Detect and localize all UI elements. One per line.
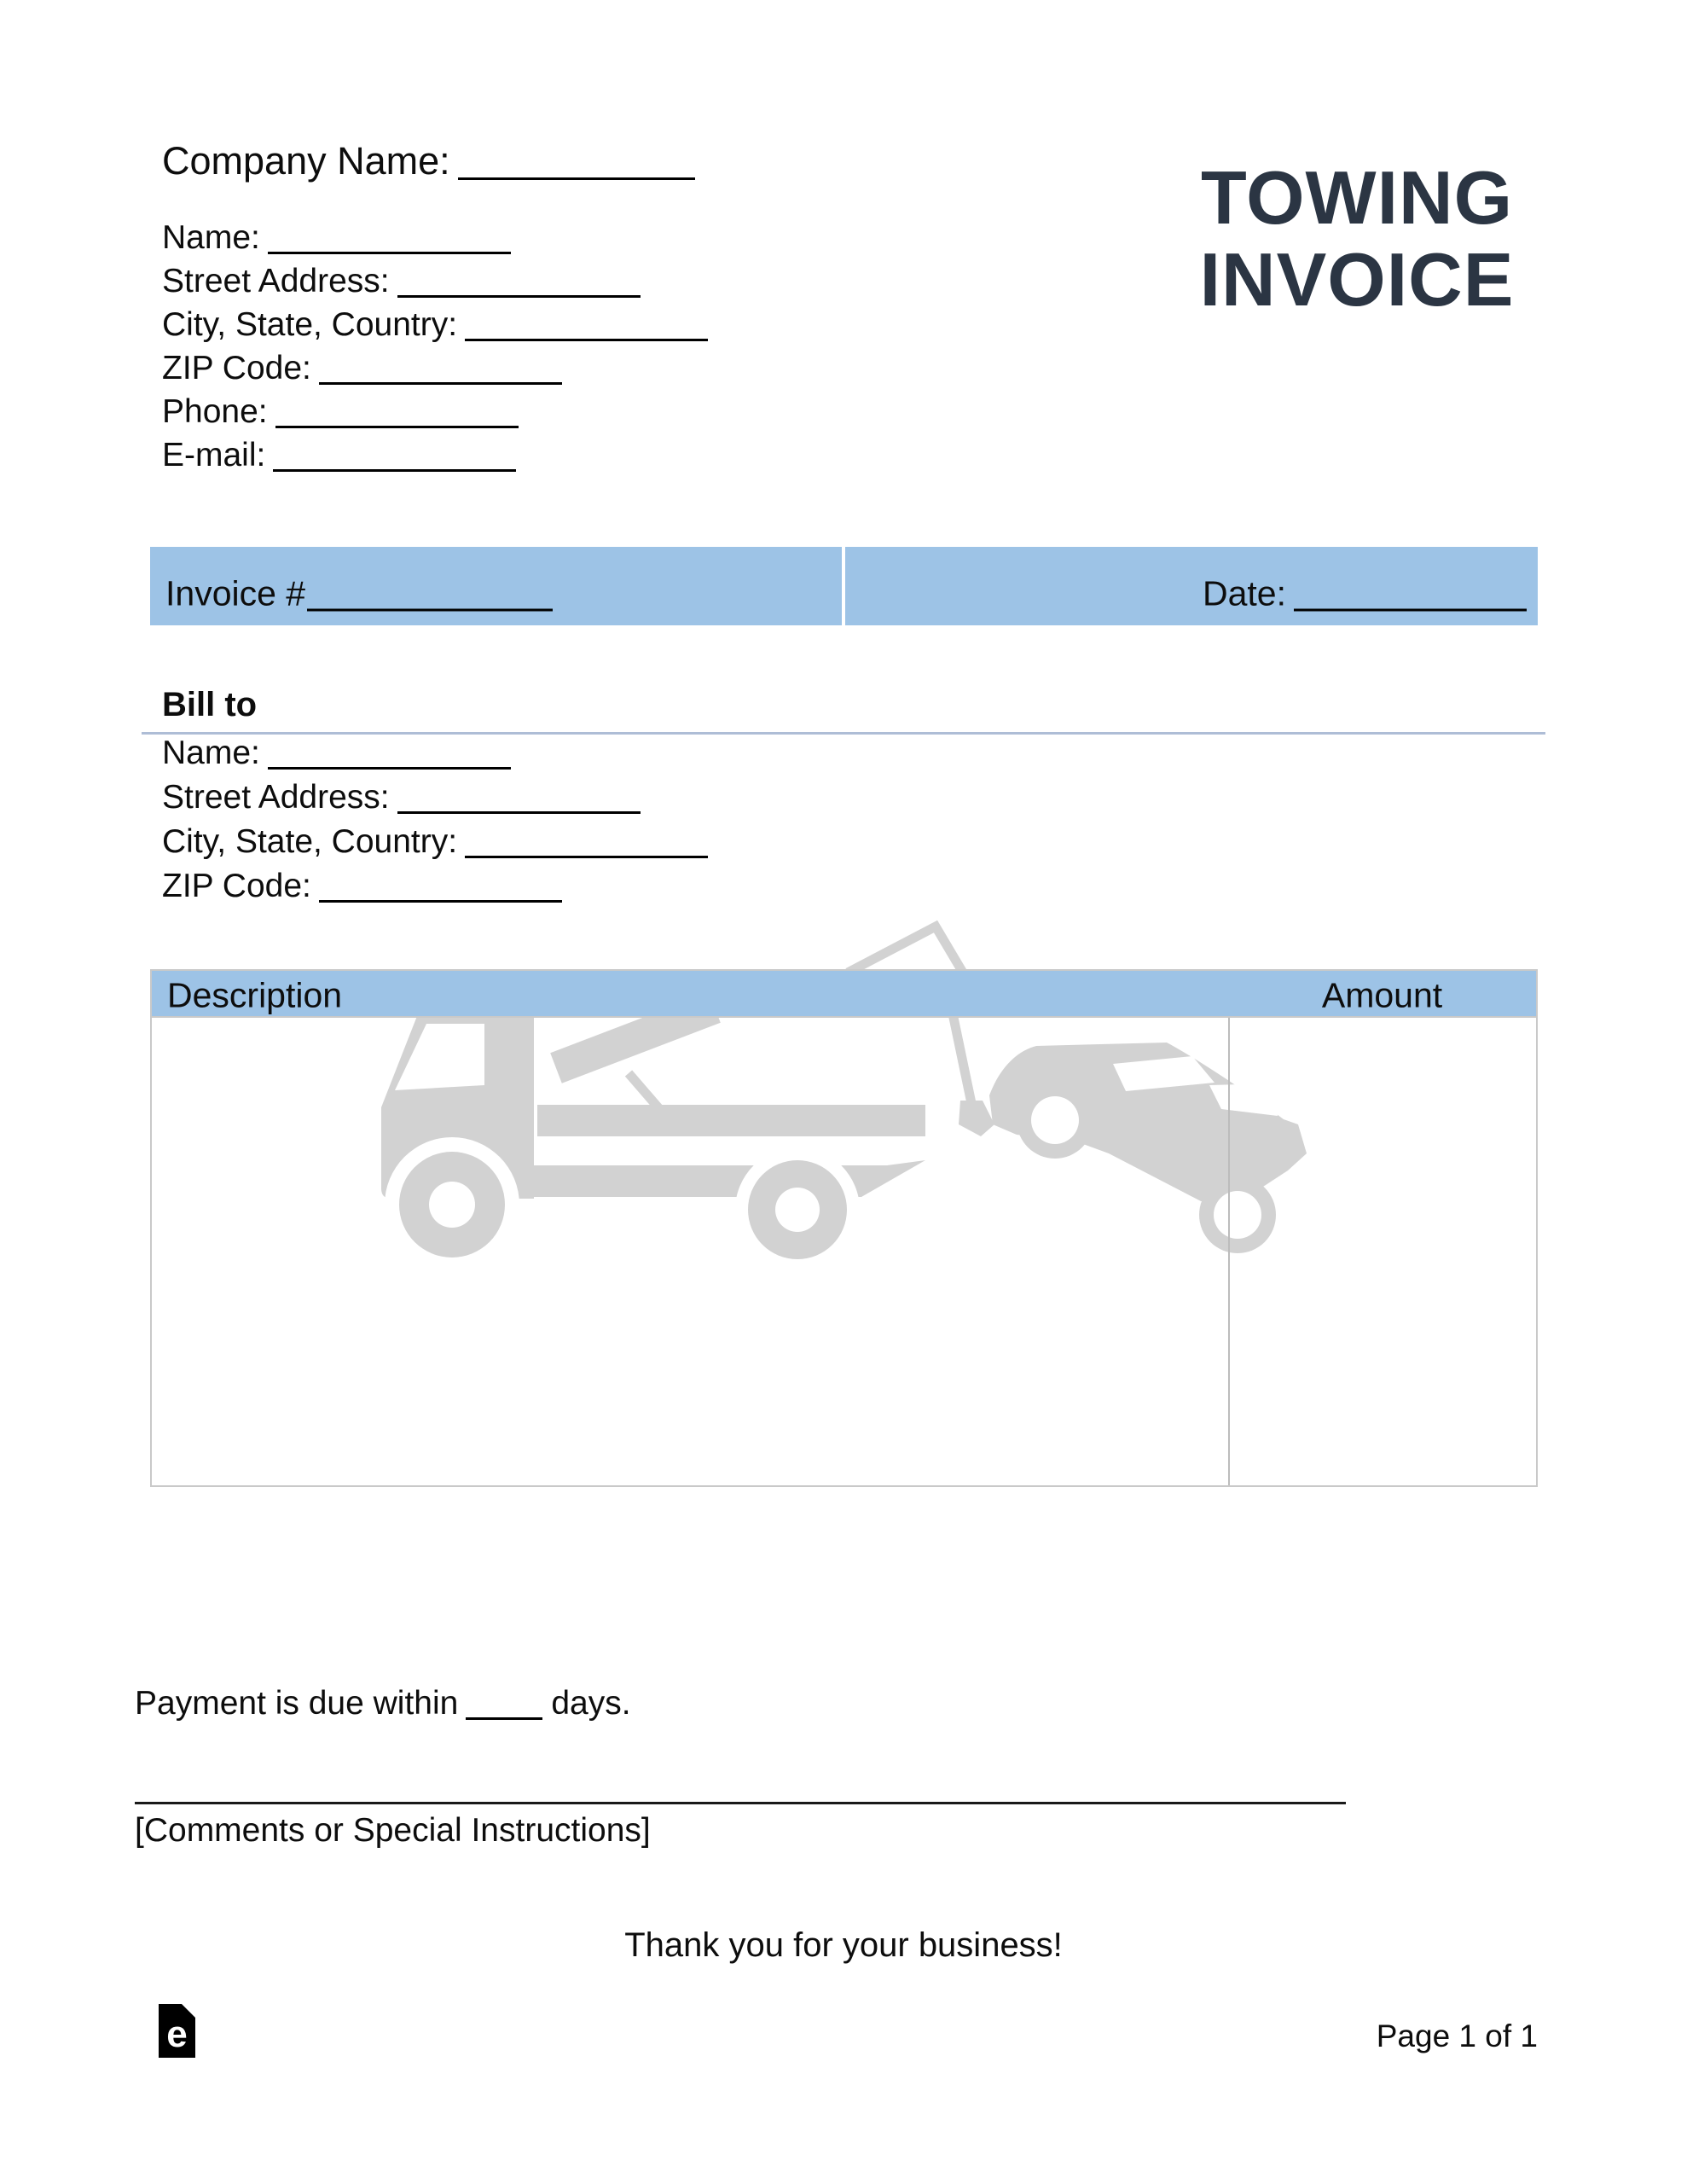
company-street-blank[interactable]: [397, 293, 641, 298]
company-city-blank[interactable]: [465, 337, 708, 341]
invoice-date-label: Date:: [1203, 573, 1286, 613]
comments-label: [Comments or Special Instructions]: [135, 1812, 651, 1849]
company-name-field-blank[interactable]: [268, 250, 511, 254]
amount-column-header: Amount: [1321, 975, 1443, 1014]
bill-to-field-row: [162, 736, 511, 770]
company-name-label: Company Name:: [162, 139, 450, 183]
bill-to-street-blank[interactable]: [397, 810, 641, 814]
description-column-header: Description: [167, 975, 343, 1014]
bill-to-name-blank[interactable]: [268, 765, 511, 770]
document-title-line1: TOWING: [1200, 155, 1514, 240]
bill-to-field-row: [162, 825, 708, 858]
eforms-logo-icon: [159, 2004, 195, 2058]
company-street-label: Street Address:: [162, 263, 390, 299]
eforms-logo-letter: e: [166, 2013, 188, 2055]
company-email-blank[interactable]: [273, 468, 516, 472]
company-field-row: [162, 221, 511, 254]
bill-to-zip-label: ZIP Code:: [162, 868, 311, 904]
items-table-body: [150, 1016, 1538, 1487]
invoice-number-blank[interactable]: [307, 607, 553, 612]
invoice-date-cell: [1203, 573, 1527, 613]
company-field-row: [162, 395, 519, 428]
invoice-number-cell: [165, 573, 553, 613]
invoice-date-blank[interactable]: [1294, 607, 1527, 612]
company-email-label: E-mail:: [162, 437, 266, 473]
payment-terms-text-after: days.: [551, 1685, 631, 1722]
description-input-area[interactable]: [152, 1018, 1228, 1485]
logo-page-fold: [182, 2004, 195, 2018]
company-phone-blank[interactable]: [275, 424, 519, 428]
payment-days-blank[interactable]: [466, 1716, 542, 1720]
payment-terms-text-before: Payment is due within: [135, 1685, 459, 1722]
company-zip-label: ZIP Code:: [162, 350, 311, 386]
company-field-row: [162, 264, 641, 298]
company-zip-blank[interactable]: [319, 380, 562, 385]
bill-to-field-row: [162, 781, 641, 814]
bill-to-zip-blank[interactable]: [319, 898, 562, 903]
bill-to-name-label: Name:: [162, 735, 260, 771]
thank-you-message: Thank you for your business!: [624, 1926, 1063, 1964]
items-table-header: [150, 969, 1538, 1016]
bill-to-street-label: Street Address:: [162, 779, 390, 816]
bill-to-city-label: City, State, Country:: [162, 823, 458, 860]
amount-input-area[interactable]: [1230, 1018, 1536, 1485]
payment-terms-row: [135, 1687, 631, 1720]
company-field-row: [162, 439, 516, 472]
bill-to-rule: [142, 732, 1545, 735]
bill-to-heading: Bill to: [162, 686, 258, 723]
company-name-row: [162, 139, 695, 183]
invoice-number-date-bar: [150, 547, 1538, 625]
document-title-line2: INVOICE: [1199, 237, 1515, 322]
document-title: [1186, 157, 1528, 321]
comments-blank-line[interactable]: [135, 1802, 1346, 1804]
company-name-field-label: Name:: [162, 219, 260, 256]
page-number: Page 1 of 1: [1376, 2018, 1538, 2053]
invoice-bar-divider: [842, 547, 845, 625]
bill-to-city-blank[interactable]: [465, 854, 708, 858]
company-phone-label: Phone:: [162, 393, 268, 430]
invoice-number-label: Invoice #: [165, 573, 306, 613]
company-field-row: [162, 308, 708, 341]
company-name-blank[interactable]: [458, 176, 695, 180]
company-field-row: [162, 351, 562, 385]
bill-to-field-row: [162, 869, 562, 903]
company-city-label: City, State, Country:: [162, 306, 458, 343]
